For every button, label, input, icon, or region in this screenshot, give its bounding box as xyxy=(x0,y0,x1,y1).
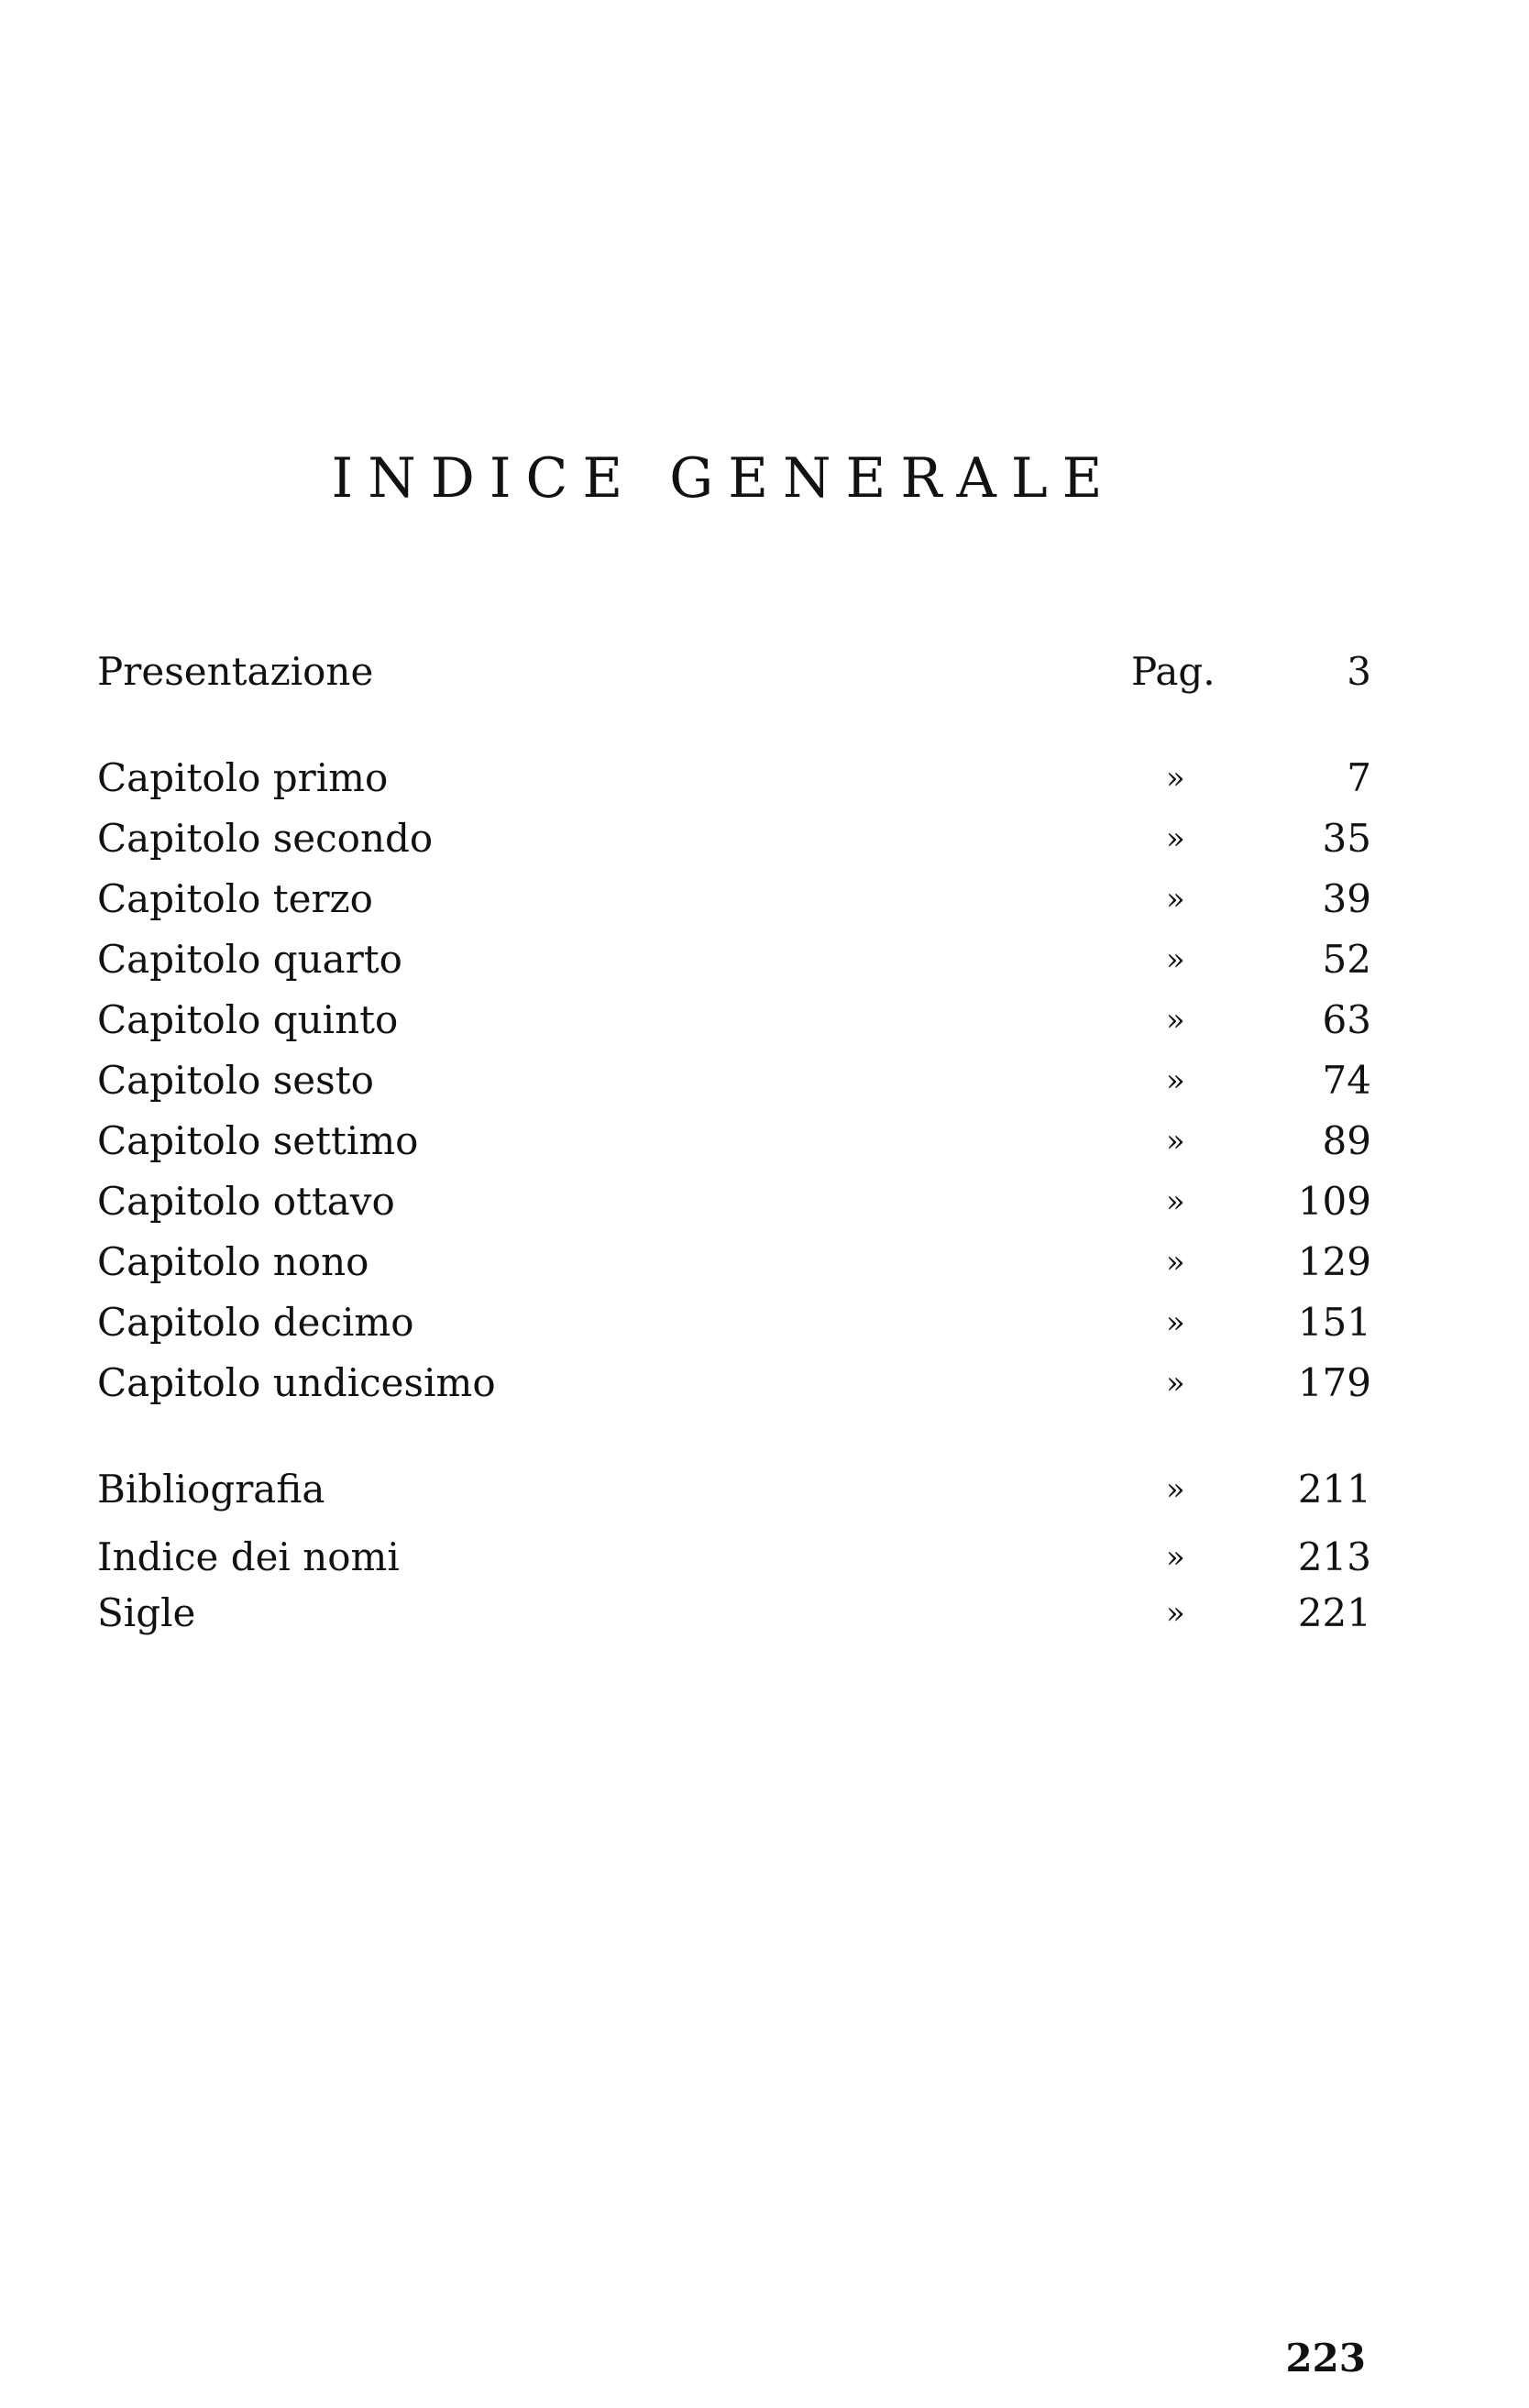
ditto-mark: » xyxy=(1166,1365,1185,1402)
toc-row-chapter xyxy=(97,1353,1371,1413)
page-title: INDICE GENERALE xyxy=(331,446,1117,511)
toc-page-number: 3 xyxy=(1347,649,1371,694)
toc-row-back-matter xyxy=(97,1459,1371,1520)
ditto-mark: » xyxy=(1166,1244,1185,1281)
toc-entry-label: Capitolo terzo xyxy=(97,876,373,921)
toc-row-chapter xyxy=(97,748,1371,808)
toc-entry-label: Capitolo primo xyxy=(97,755,389,800)
toc-entry-label: Capitolo secondo xyxy=(97,816,434,861)
toc-page-number: 151 xyxy=(1297,1300,1371,1345)
toc-entry-label: Capitolo quinto xyxy=(97,997,399,1042)
toc-page-number: 221 xyxy=(1297,1590,1371,1635)
toc-page-number: 179 xyxy=(1297,1360,1371,1405)
table-of-contents xyxy=(97,642,1371,1639)
ditto-mark: » xyxy=(1166,760,1185,797)
toc-row-chapter xyxy=(97,1171,1371,1232)
ditto-mark: » xyxy=(1166,1595,1185,1632)
toc-row-chapter xyxy=(97,1232,1371,1292)
toc-page-number: 35 xyxy=(1322,816,1371,861)
toc-entry-label: Capitolo settimo xyxy=(97,1118,419,1163)
toc-entry-label: Capitolo quarto xyxy=(97,937,402,982)
toc-page-marker: Pag. xyxy=(1131,649,1216,694)
ditto-mark: » xyxy=(1166,1123,1185,1160)
toc-entry-label: Capitolo sesto xyxy=(97,1058,374,1103)
toc-row-back-matter xyxy=(97,1527,1371,1588)
page-folio-number: 223 xyxy=(1285,2336,1366,2381)
ditto-mark: » xyxy=(1166,1002,1185,1039)
ditto-mark: » xyxy=(1166,820,1185,857)
ditto-mark: » xyxy=(1166,881,1185,918)
ditto-mark: » xyxy=(1166,1062,1185,1099)
section-spacer xyxy=(97,1520,1371,1527)
toc-row-intro xyxy=(97,642,1371,702)
toc-page-number: 129 xyxy=(1297,1239,1371,1284)
ditto-mark: » xyxy=(1166,1539,1185,1576)
toc-page-number: 39 xyxy=(1322,876,1371,921)
toc-page-number: 109 xyxy=(1297,1179,1371,1224)
toc-entry-label: Indice dei nomi xyxy=(97,1534,400,1579)
toc-row-chapter xyxy=(97,1111,1371,1171)
toc-entry-label: Capitolo ottavo xyxy=(97,1179,395,1224)
ditto-mark: » xyxy=(1166,1304,1185,1341)
toc-page-number: 7 xyxy=(1347,755,1371,800)
toc-page-number: 63 xyxy=(1322,997,1371,1042)
toc-entry-label: Capitolo decimo xyxy=(97,1300,414,1345)
toc-row-chapter xyxy=(97,990,1371,1050)
ditto-mark: » xyxy=(1166,1471,1185,1508)
toc-entry-label: Capitolo nono xyxy=(97,1239,369,1284)
toc-entry-label: Sigle xyxy=(97,1590,196,1635)
toc-page-number: 211 xyxy=(1297,1467,1371,1512)
toc-row-chapter xyxy=(97,1292,1371,1353)
toc-row-chapter xyxy=(97,1050,1371,1111)
toc-row-chapter xyxy=(97,929,1371,990)
section-spacer xyxy=(97,702,1371,748)
section-spacer xyxy=(97,1413,1371,1459)
toc-row-chapter xyxy=(97,808,1371,869)
toc-page-number: 74 xyxy=(1322,1058,1371,1103)
toc-page-number: 52 xyxy=(1322,937,1371,982)
ditto-mark: » xyxy=(1166,1183,1185,1220)
toc-entry-label: Capitolo undicesimo xyxy=(97,1360,496,1405)
toc-entry-label: Presentazione xyxy=(97,649,374,694)
toc-page-number: 213 xyxy=(1297,1534,1371,1579)
toc-entry-label: Bibliografia xyxy=(97,1467,325,1512)
toc-page-number: 89 xyxy=(1322,1118,1371,1163)
toc-row-back-matter xyxy=(97,1588,1371,1639)
ditto-mark: » xyxy=(1166,941,1185,978)
toc-row-chapter xyxy=(97,869,1371,929)
